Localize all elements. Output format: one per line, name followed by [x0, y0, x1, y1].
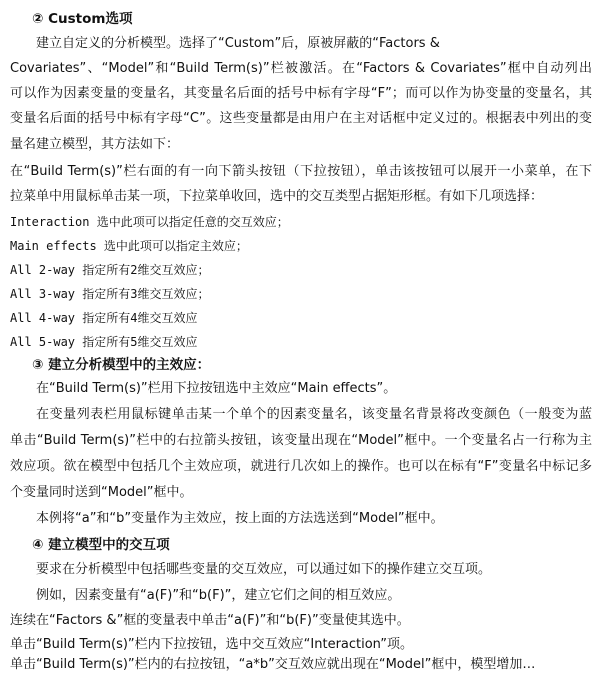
paragraph-line: 单击“Build Term(s)”栏内的右拉按钮，“a*b”交互效应就出现在“Model”框中，模型增加…: [10, 657, 536, 672]
paragraph-line: 例如，因素变量有“a(F)”和“b(F)”，建立它们之间的相互效应。: [36, 588, 401, 603]
option-main-effects: Main effects 选中此项可以指定主效应；: [10, 239, 248, 253]
paragraph-line: 要求在分析模型中包括哪些变量的交互效应，可以通过如下的操作建立交互项。: [36, 562, 492, 577]
option-all-3-way: All 3-way 指定所有3维交互效应；: [10, 287, 210, 301]
paragraph-line: 建立自定义的分析模型。选择了“Custom”后，原被屏蔽的“Factors &: [36, 36, 440, 51]
paragraph-line: 单击“Build Term(s)”栏内下拉按钮，选中交互效应“Interaction”项。: [10, 637, 413, 652]
paragraph-line: 在“Build Term(s)”栏用下拉按钮选中主效应“Main effects”。: [36, 381, 397, 396]
option-all-5-way: All 5-way 指定所有5维交互效应: [10, 335, 198, 349]
paragraph-line: 变量名后面的括号中标有字母“C”。这些变量都是由用户在主对话框中定义过的。根据表中列出的变: [10, 111, 592, 126]
paragraph-line: 效应项。欲在模型中包括几个主效应项，就进行几次如上的操作。也可以在标有“F”变量名中标记多: [10, 459, 592, 474]
paragraph-line: 可以作为因素变量的变量名，其变量名后面的括号中标有字母“F”；而可以作为协变量的变量名，其: [10, 86, 592, 101]
paragraph-line: 拉菜单中用鼠标单击某一项，下拉菜单收回，选中的交互类型占据矩形框。有如下几项选择：: [10, 189, 544, 204]
heading-interaction-terms: ④ 建立模型中的交互项: [32, 537, 170, 553]
paragraph-line: 在变量列表栏用鼠标键单击某一个单个的因素变量名，该变量名背景将改变颜色（一般变为蓝: [36, 407, 592, 422]
option-all-2-way: All 2-way 指定所有2维交互效应；: [10, 263, 210, 277]
heading-custom-option: ② Custom选项: [32, 11, 133, 27]
paragraph-line: 在“Build Term(s)”栏右面的有一向下箭头按钮（下拉按钮），单击该按钮可以展开一小菜单，在下: [10, 164, 592, 179]
paragraph-line: 单击“Build Term(s)”栏中的右拉箭头按钮，该变量出现在“Model”框中。一个变量名占一行称为主: [10, 433, 592, 448]
option-interaction: Interaction 选中此项可以指定任意的交互效应；: [10, 215, 289, 229]
heading-main-effects: ③ 建立分析模型中的主效应：: [32, 357, 211, 373]
paragraph-line: 本例将“a”和“b”变量作为主效应，按上面的方法选送到“Model”框中。: [36, 511, 444, 526]
option-all-4-way: All 4-way 指定所有4维交互效应: [10, 311, 198, 325]
paragraph-line: Covariates”、“Model”和“Build Term(s)”栏被激活。在“Factors & Covariates”框中自动列出: [10, 61, 592, 76]
paragraph-line: 量名建立模型，其方法如下：: [10, 137, 180, 152]
paragraph-line: 个变量同时送到“Model”框中。: [10, 485, 193, 500]
paragraph-line: 连续在“Factors &”框的变量表中单击“a(F)”和“b(F)”变量使其选中。: [10, 613, 410, 628]
